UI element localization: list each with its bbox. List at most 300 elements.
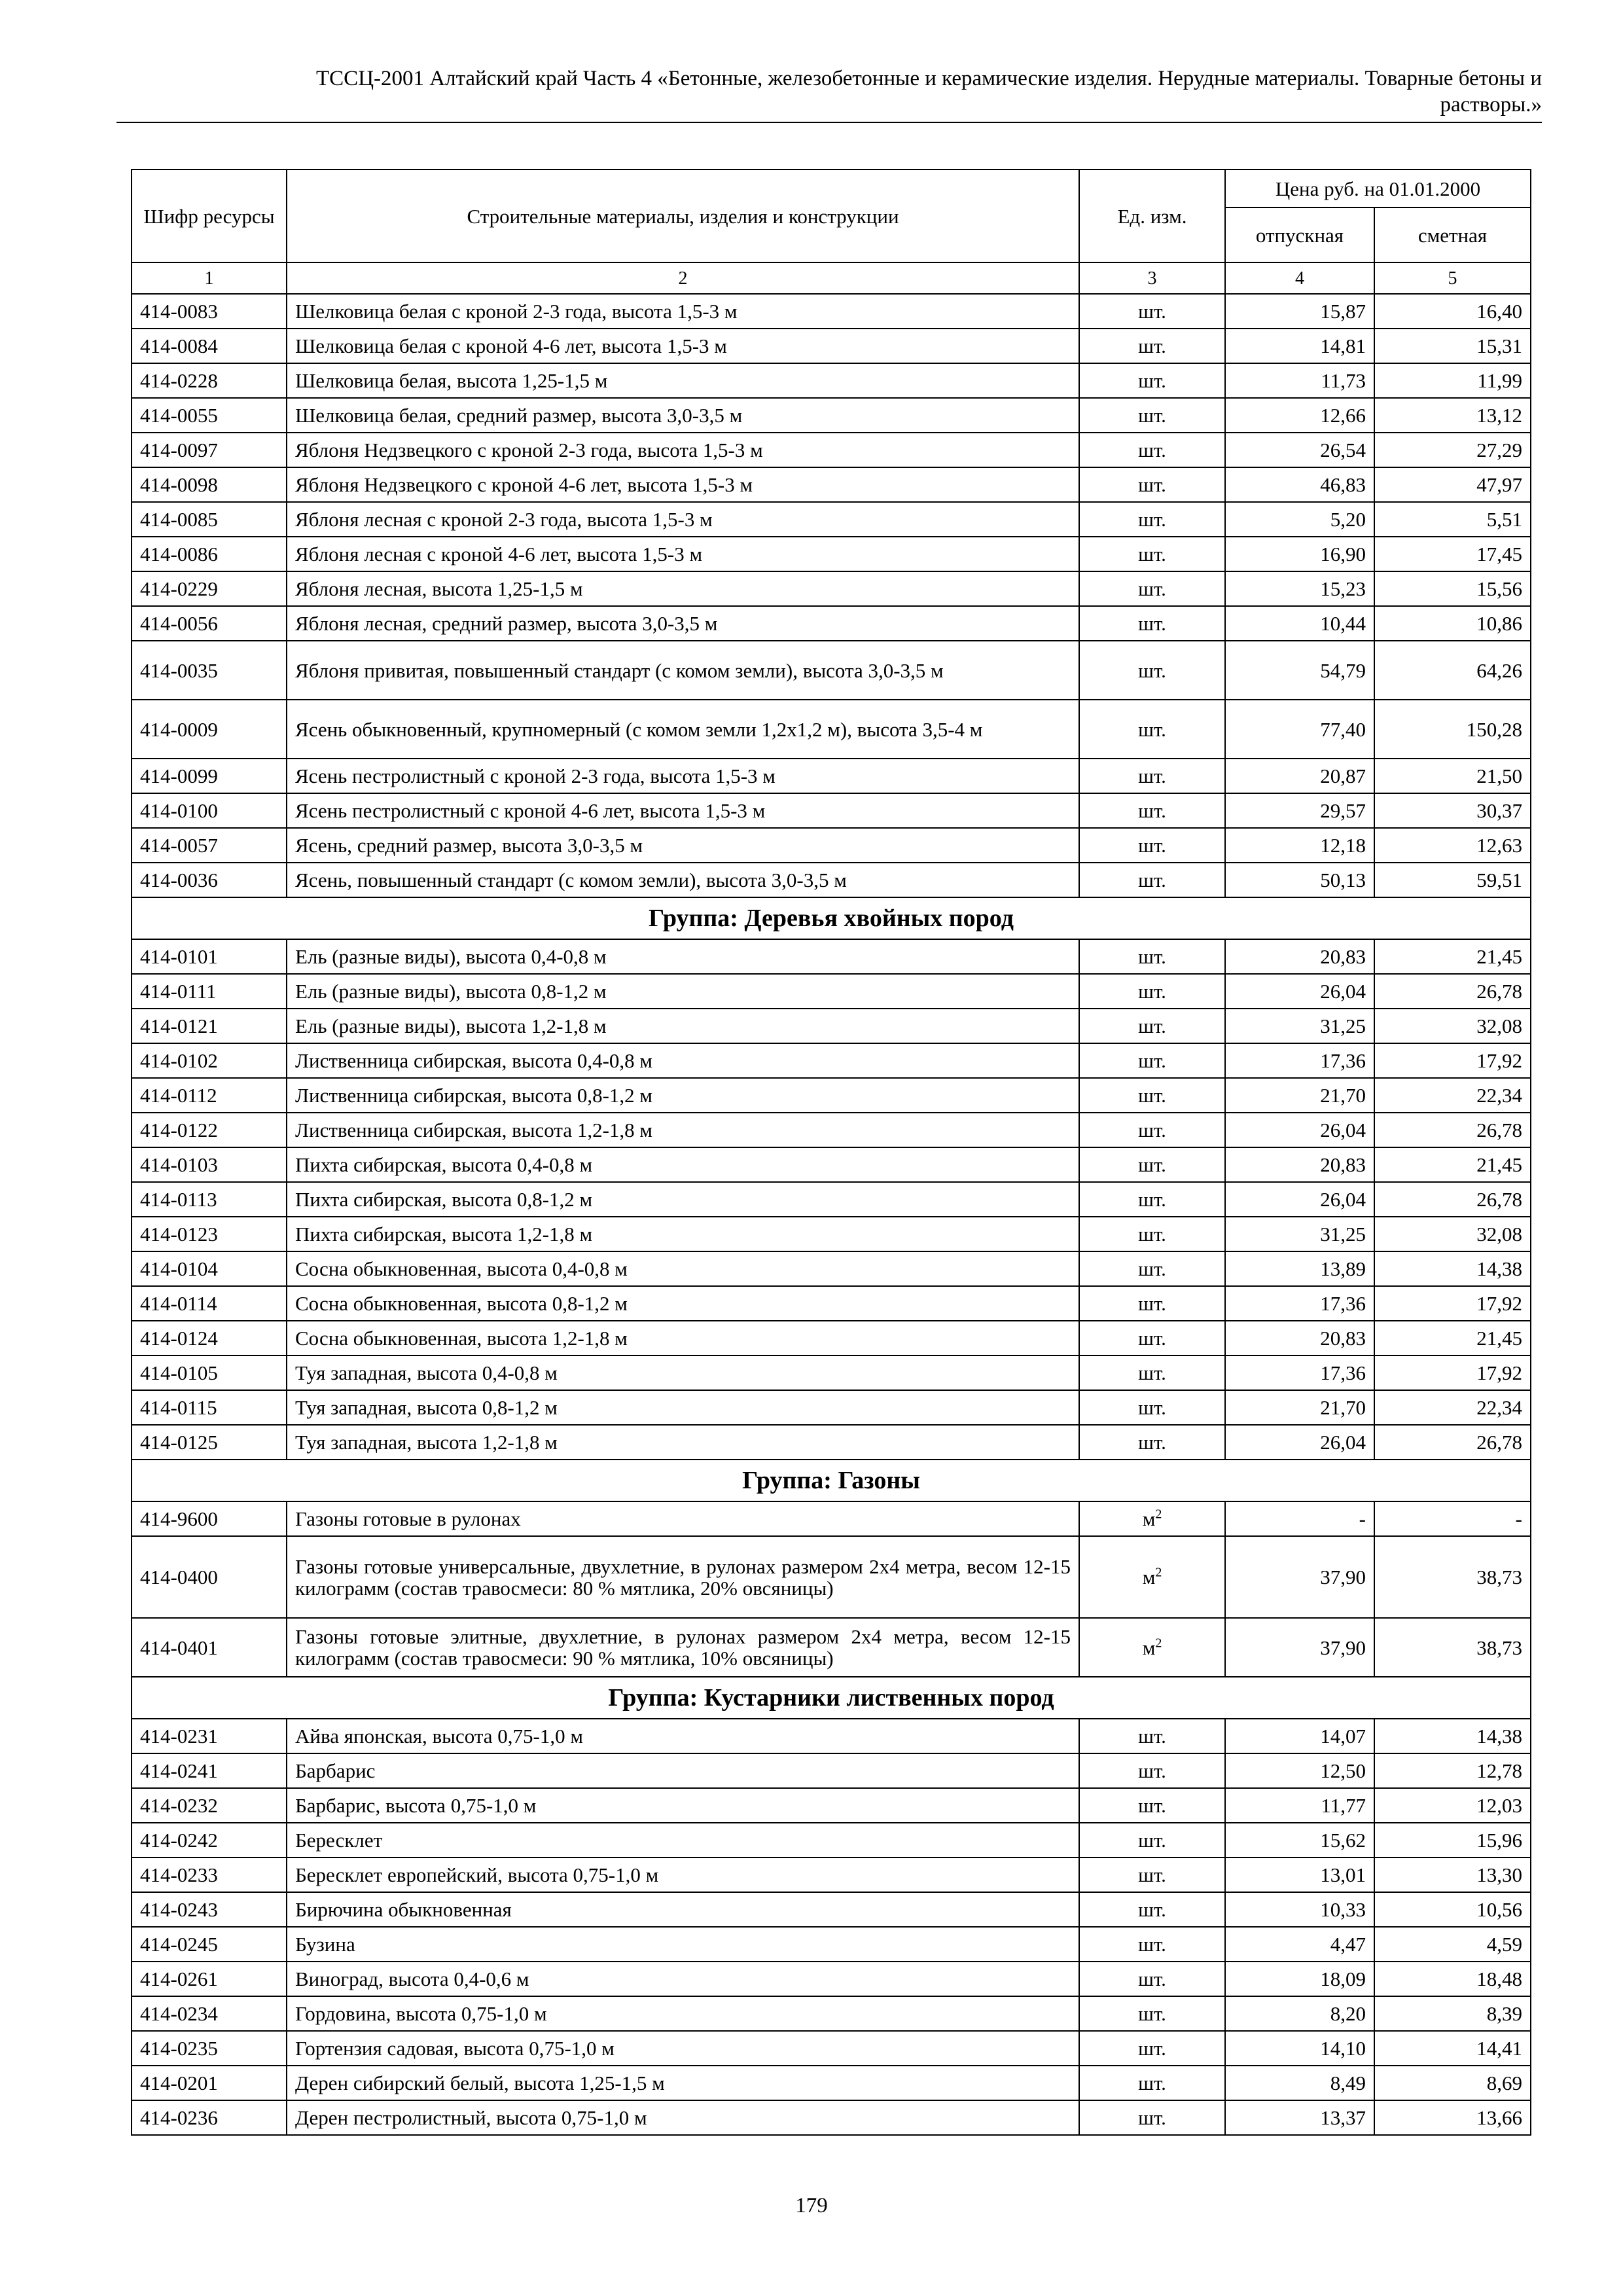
resource-code: 414-0111 bbox=[132, 974, 287, 1009]
unit-of-measure: шт. bbox=[1079, 433, 1225, 467]
resource-code: 414-0035 bbox=[132, 641, 287, 700]
release-price: 13,89 bbox=[1225, 1251, 1374, 1286]
release-price: 15,62 bbox=[1225, 1823, 1374, 1857]
unit-of-measure: шт. bbox=[1079, 363, 1225, 398]
estimate-price: 13,66 bbox=[1374, 2100, 1531, 2135]
unit-of-measure: шт. bbox=[1079, 1788, 1225, 1823]
release-price: 10,33 bbox=[1225, 1892, 1374, 1927]
release-price: - bbox=[1225, 1501, 1374, 1536]
resource-code: 414-0234 bbox=[132, 1996, 287, 2031]
table-row bbox=[132, 1753, 1531, 1788]
material-name: Пихта сибирская, высота 0,4-0,8 м bbox=[287, 1147, 1079, 1182]
material-name: Газоны готовые в рулонах bbox=[287, 1501, 1079, 1536]
estimate-price: 12,03 bbox=[1374, 1788, 1531, 1823]
unit-of-measure: $м^2$ bbox=[1079, 1618, 1225, 1677]
table-row bbox=[132, 1113, 1531, 1147]
release-price: 77,40 bbox=[1225, 700, 1374, 759]
estimate-price: 21,45 bbox=[1374, 1147, 1531, 1182]
resource-code: 414-0243 bbox=[132, 1892, 287, 1927]
table-row bbox=[132, 363, 1531, 398]
estimate-price: 22,34 bbox=[1374, 1078, 1531, 1113]
table-row bbox=[132, 1251, 1531, 1286]
resource-code: 414-0103 bbox=[132, 1147, 287, 1182]
material-name: Туя западная, высота 0,4-0,8 м bbox=[287, 1355, 1079, 1390]
material-name: Бересклет европейский, высота 0,75-1,0 м bbox=[287, 1857, 1079, 1892]
col-header-name: Строительные материалы, изделия и конструкции bbox=[287, 170, 1079, 262]
release-price: 20,83 bbox=[1225, 1321, 1374, 1355]
release-price: 11,73 bbox=[1225, 363, 1374, 398]
table-row bbox=[132, 1043, 1531, 1078]
resource-code: 414-0085 bbox=[132, 502, 287, 537]
release-price: 26,04 bbox=[1225, 1425, 1374, 1460]
table-row bbox=[132, 1892, 1531, 1927]
estimate-price: 18,48 bbox=[1374, 1962, 1531, 1996]
material-name: Бирючина обыкновенная bbox=[287, 1892, 1079, 1927]
col-number: 4 bbox=[1225, 262, 1374, 294]
unit-of-measure: шт. bbox=[1079, 502, 1225, 537]
table-row bbox=[132, 700, 1531, 759]
material-name: Пихта сибирская, высота 1,2-1,8 м bbox=[287, 1217, 1079, 1251]
material-name: Сосна обыкновенная, высота 0,4-0,8 м bbox=[287, 1251, 1079, 1286]
table-row bbox=[132, 939, 1531, 974]
table-row bbox=[132, 641, 1531, 700]
estimate-price: 10,56 bbox=[1374, 1892, 1531, 1927]
resource-code: 414-0009 bbox=[132, 700, 287, 759]
resource-code: 414-0086 bbox=[132, 537, 287, 571]
header-title-line2: растворы.» bbox=[1440, 93, 1542, 117]
estimate-price: 26,78 bbox=[1374, 974, 1531, 1009]
table-row bbox=[132, 974, 1531, 1009]
material-name: Ясень пестролистный с кроной 2-3 года, высота 1,5-3 м bbox=[287, 759, 1079, 793]
material-name: Яблоня Недзвецкого с кроной 4-6 лет, высота 1,5-3 м bbox=[287, 467, 1079, 502]
resource-code: 414-0105 bbox=[132, 1355, 287, 1390]
table-row bbox=[132, 2066, 1531, 2100]
estimate-price: 26,78 bbox=[1374, 1182, 1531, 1217]
estimate-price: 8,69 bbox=[1374, 2066, 1531, 2100]
material-name: Лиственница сибирская, высота 1,2-1,8 м bbox=[287, 1113, 1079, 1147]
resource-code: 414-0242 bbox=[132, 1823, 287, 1857]
resource-code: 414-0097 bbox=[132, 433, 287, 467]
table-row bbox=[132, 863, 1531, 897]
unit-of-measure: шт. bbox=[1079, 571, 1225, 606]
resource-code: 414-0233 bbox=[132, 1857, 287, 1892]
col-number: 3 bbox=[1079, 262, 1225, 294]
material-name: Яблоня Недзвецкого с кроной 2-3 года, высота 1,5-3 м bbox=[287, 433, 1079, 467]
release-price: 8,49 bbox=[1225, 2066, 1374, 2100]
estimate-price: 17,92 bbox=[1374, 1286, 1531, 1321]
table-row bbox=[132, 1217, 1531, 1251]
resource-code: 414-0125 bbox=[132, 1425, 287, 1460]
table-body bbox=[132, 294, 1531, 2135]
resource-code: 414-0104 bbox=[132, 1251, 287, 1286]
release-price: 18,09 bbox=[1225, 1962, 1374, 1996]
estimate-price: 64,26 bbox=[1374, 641, 1531, 700]
resource-code: 414-0401 bbox=[132, 1618, 287, 1677]
resource-code: 414-0232 bbox=[132, 1788, 287, 1823]
table-row bbox=[132, 1425, 1531, 1460]
unit-of-measure: шт. bbox=[1079, 2066, 1225, 2100]
estimate-price: 47,97 bbox=[1374, 467, 1531, 502]
table-row bbox=[132, 1996, 1531, 2031]
material-name: Сосна обыкновенная, высота 0,8-1,2 м bbox=[287, 1286, 1079, 1321]
estimate-price: 22,34 bbox=[1374, 1390, 1531, 1425]
material-name: Барбарис bbox=[287, 1753, 1079, 1788]
table-row bbox=[132, 1355, 1531, 1390]
table-row bbox=[132, 1501, 1531, 1536]
resource-code: 414-0229 bbox=[132, 571, 287, 606]
estimate-price: - bbox=[1374, 1501, 1531, 1536]
group-title: Группа: Деревья хвойных пород bbox=[132, 897, 1531, 939]
table-row bbox=[132, 537, 1531, 571]
table-row bbox=[132, 571, 1531, 606]
resource-code: 414-0236 bbox=[132, 2100, 287, 2135]
estimate-price: 32,08 bbox=[1374, 1009, 1531, 1043]
resource-code: 414-0113 bbox=[132, 1182, 287, 1217]
table-row bbox=[132, 1009, 1531, 1043]
material-name: Ясень обыкновенный, крупномерный (с комом земли 1,2х1,2 м), высота 3,5-4 м bbox=[287, 700, 1079, 759]
resource-code: 414-0114 bbox=[132, 1286, 287, 1321]
unit-of-measure: шт. bbox=[1079, 2031, 1225, 2066]
unit-of-measure: шт. bbox=[1079, 1996, 1225, 2031]
unit-of-measure: шт. bbox=[1079, 1753, 1225, 1788]
material-name: Шелковица белая, высота 1,25-1,5 м bbox=[287, 363, 1079, 398]
release-price: 5,20 bbox=[1225, 502, 1374, 537]
release-price: 37,90 bbox=[1225, 1536, 1374, 1618]
release-price: 17,36 bbox=[1225, 1355, 1374, 1390]
release-price: 37,90 bbox=[1225, 1618, 1374, 1677]
unit-of-measure: шт. bbox=[1079, 863, 1225, 897]
price-table bbox=[131, 169, 1531, 2136]
unit-of-measure: шт. bbox=[1079, 1286, 1225, 1321]
col-header-code: Шифр ресурсы bbox=[132, 170, 287, 262]
release-price: 31,25 bbox=[1225, 1217, 1374, 1251]
resource-code: 414-0261 bbox=[132, 1962, 287, 1996]
material-name: Дерен пестролистный, высота 0,75-1,0 м bbox=[287, 2100, 1079, 2135]
estimate-price: 11,99 bbox=[1374, 363, 1531, 398]
resource-code: 414-0235 bbox=[132, 2031, 287, 2066]
estimate-price: 5,51 bbox=[1374, 502, 1531, 537]
material-name: Бузина bbox=[287, 1927, 1079, 1962]
unit-of-measure: шт. bbox=[1079, 1823, 1225, 1857]
resource-code: 414-0101 bbox=[132, 939, 287, 974]
unit-of-measure: шт. bbox=[1079, 1962, 1225, 1996]
resource-code: 414-0231 bbox=[132, 1719, 287, 1753]
release-price: 14,10 bbox=[1225, 2031, 1374, 2066]
estimate-price: 21,45 bbox=[1374, 1321, 1531, 1355]
resource-code: 414-0245 bbox=[132, 1927, 287, 1962]
material-name: Яблоня лесная с кроной 4-6 лет, высота 1,5-3 м bbox=[287, 537, 1079, 571]
release-price: 20,83 bbox=[1225, 1147, 1374, 1182]
unit-of-measure: шт. bbox=[1079, 1390, 1225, 1425]
material-name: Туя западная, высота 0,8-1,2 м bbox=[287, 1390, 1079, 1425]
page-number: 179 bbox=[795, 2194, 828, 2217]
resource-code: 414-0098 bbox=[132, 467, 287, 502]
estimate-price: 14,38 bbox=[1374, 1719, 1531, 1753]
table-row bbox=[132, 294, 1531, 329]
group-title: Группа: Газоны bbox=[132, 1460, 1531, 1501]
material-name: Айва японская, высота 0,75-1,0 м bbox=[287, 1719, 1079, 1753]
unit-of-measure: $м^2$ bbox=[1079, 1501, 1225, 1536]
unit-of-measure: шт. bbox=[1079, 828, 1225, 863]
unit-of-measure: шт. bbox=[1079, 939, 1225, 974]
group-header-row bbox=[132, 897, 1531, 939]
estimate-price: 10,86 bbox=[1374, 606, 1531, 641]
unit-of-measure: шт. bbox=[1079, 1355, 1225, 1390]
estimate-price: 27,29 bbox=[1374, 433, 1531, 467]
table-row bbox=[132, 502, 1531, 537]
resource-code: 414-0121 bbox=[132, 1009, 287, 1043]
release-price: 14,07 bbox=[1225, 1719, 1374, 1753]
estimate-price: 38,73 bbox=[1374, 1536, 1531, 1618]
table-row bbox=[132, 1147, 1531, 1182]
release-price: 54,79 bbox=[1225, 641, 1374, 700]
col-header-release: отпускная bbox=[1225, 207, 1374, 262]
unit-of-measure: шт. bbox=[1079, 1182, 1225, 1217]
estimate-price: 14,38 bbox=[1374, 1251, 1531, 1286]
material-name: Гордовина, высота 0,75-1,0 м bbox=[287, 1996, 1079, 2031]
release-price: 15,23 bbox=[1225, 571, 1374, 606]
unit-of-measure: шт. bbox=[1079, 1147, 1225, 1182]
col-header-price: Цена руб. на 01.01.2000 bbox=[1225, 170, 1531, 207]
unit-of-measure: шт. bbox=[1079, 700, 1225, 759]
table-row bbox=[132, 759, 1531, 793]
header-title-line1: ТССЦ-2001 Алтайский край Часть 4 «Бетонные, железобетонные и керамические изделия. Нерудные материалы. Товарные бетоны и bbox=[316, 67, 1542, 90]
table-row bbox=[132, 1719, 1531, 1753]
group-header-row bbox=[132, 1460, 1531, 1501]
estimate-price: 32,08 bbox=[1374, 1217, 1531, 1251]
release-price: 8,20 bbox=[1225, 1996, 1374, 2031]
material-name: Ель (разные виды), высота 0,4-0,8 м bbox=[287, 939, 1079, 974]
release-price: 29,57 bbox=[1225, 793, 1374, 828]
resource-code: 414-0084 bbox=[132, 329, 287, 363]
release-price: 16,90 bbox=[1225, 537, 1374, 571]
table-row bbox=[132, 329, 1531, 363]
table-row bbox=[132, 1286, 1531, 1321]
col-number: 5 bbox=[1374, 262, 1531, 294]
group-title: Группа: Кустарники лиственных пород bbox=[132, 1677, 1531, 1719]
resource-code: 414-0057 bbox=[132, 828, 287, 863]
material-name: Дерен сибирский белый, высота 1,25-1,5 м bbox=[287, 2066, 1079, 2100]
release-price: 46,83 bbox=[1225, 467, 1374, 502]
release-price: 50,13 bbox=[1225, 863, 1374, 897]
unit-of-measure: шт. bbox=[1079, 1009, 1225, 1043]
release-price: 26,54 bbox=[1225, 433, 1374, 467]
estimate-price: 30,37 bbox=[1374, 793, 1531, 828]
resource-code: 414-0036 bbox=[132, 863, 287, 897]
table-row bbox=[132, 433, 1531, 467]
material-name: Яблоня лесная, высота 1,25-1,5 м bbox=[287, 571, 1079, 606]
group-header-row bbox=[132, 1677, 1531, 1719]
unit-of-measure: шт. bbox=[1079, 537, 1225, 571]
resource-code: 414-0102 bbox=[132, 1043, 287, 1078]
material-name: Барбарис, высота 0,75-1,0 м bbox=[287, 1788, 1079, 1823]
release-price: 20,83 bbox=[1225, 939, 1374, 974]
unit-of-measure: шт. bbox=[1079, 1857, 1225, 1892]
release-price: 13,37 bbox=[1225, 2100, 1374, 2135]
material-name: Ель (разные виды), высота 0,8-1,2 м bbox=[287, 974, 1079, 1009]
table-row bbox=[132, 398, 1531, 433]
running-header bbox=[116, 65, 1542, 118]
material-name: Бересклет bbox=[287, 1823, 1079, 1857]
unit-of-measure: шт. bbox=[1079, 793, 1225, 828]
release-price: 26,04 bbox=[1225, 1113, 1374, 1147]
resource-code: 414-0400 bbox=[132, 1536, 287, 1618]
unit-of-measure: шт. bbox=[1079, 1425, 1225, 1460]
table-row bbox=[132, 1078, 1531, 1113]
release-price: 12,18 bbox=[1225, 828, 1374, 863]
table-row bbox=[132, 1823, 1531, 1857]
unit-of-measure: шт. bbox=[1079, 1719, 1225, 1753]
table-row bbox=[132, 467, 1531, 502]
estimate-price: 59,51 bbox=[1374, 863, 1531, 897]
col-header-estimate: сметная bbox=[1374, 207, 1531, 262]
estimate-price: 17,92 bbox=[1374, 1355, 1531, 1390]
material-name: Лиственница сибирская, высота 0,4-0,8 м bbox=[287, 1043, 1079, 1078]
resource-code: 414-0115 bbox=[132, 1390, 287, 1425]
resource-code: 414-0056 bbox=[132, 606, 287, 641]
release-price: 10,44 bbox=[1225, 606, 1374, 641]
resource-code: 414-0112 bbox=[132, 1078, 287, 1113]
material-name: Газоны готовые элитные, двухлетние, в рулонах размером 2х4 метра, весом 12-15 килограмм (состав травосмеси: 90 % мятлика, 10% овсяницы) bbox=[287, 1618, 1079, 1677]
estimate-price: 150,28 bbox=[1374, 700, 1531, 759]
table-row bbox=[132, 828, 1531, 863]
estimate-price: 12,78 bbox=[1374, 1753, 1531, 1788]
material-name: Виноград, высота 0,4-0,6 м bbox=[287, 1962, 1079, 1996]
unit-of-measure: шт. bbox=[1079, 329, 1225, 363]
unit-of-measure: шт. bbox=[1079, 1078, 1225, 1113]
material-name: Пихта сибирская, высота 0,8-1,2 м bbox=[287, 1182, 1079, 1217]
material-name: Яблоня привитая, повышенный стандарт (с комом земли), высота 3,0-3,5 м bbox=[287, 641, 1079, 700]
table-row bbox=[132, 606, 1531, 641]
estimate-price: 13,30 bbox=[1374, 1857, 1531, 1892]
col-number: 1 bbox=[132, 262, 287, 294]
col-number: 2 bbox=[287, 262, 1079, 294]
table-row bbox=[132, 1618, 1531, 1677]
unit-of-measure: шт. bbox=[1079, 294, 1225, 329]
unit-of-measure: шт. bbox=[1079, 641, 1225, 700]
resource-code: 414-0241 bbox=[132, 1753, 287, 1788]
unit-of-measure: шт. bbox=[1079, 1251, 1225, 1286]
estimate-price: 26,78 bbox=[1374, 1425, 1531, 1460]
unit-of-measure: шт. bbox=[1079, 606, 1225, 641]
estimate-price: 26,78 bbox=[1374, 1113, 1531, 1147]
material-name: Яблоня лесная с кроной 2-3 года, высота 1,5-3 м bbox=[287, 502, 1079, 537]
material-name: Сосна обыкновенная, высота 1,2-1,8 м bbox=[287, 1321, 1079, 1355]
table-row bbox=[132, 1962, 1531, 1996]
estimate-price: 4,59 bbox=[1374, 1927, 1531, 1962]
release-price: 20,87 bbox=[1225, 759, 1374, 793]
resource-code: 414-0124 bbox=[132, 1321, 287, 1355]
resource-code: 414-0083 bbox=[132, 294, 287, 329]
material-name: Шелковица белая, средний размер, высота 3,0-3,5 м bbox=[287, 398, 1079, 433]
table-row bbox=[132, 1788, 1531, 1823]
resource-code: 414-0228 bbox=[132, 363, 287, 398]
resource-code: 414-0122 bbox=[132, 1113, 287, 1147]
release-price: 17,36 bbox=[1225, 1286, 1374, 1321]
table-row bbox=[132, 1536, 1531, 1618]
material-name: Ясень, повышенный стандарт (с комом земли), высота 3,0-3,5 м bbox=[287, 863, 1079, 897]
release-price: 4,47 bbox=[1225, 1927, 1374, 1962]
release-price: 17,36 bbox=[1225, 1043, 1374, 1078]
resource-code: 414-0099 bbox=[132, 759, 287, 793]
unit-of-measure: шт. bbox=[1079, 1892, 1225, 1927]
resource-code: 414-0100 bbox=[132, 793, 287, 828]
unit-of-measure: шт. bbox=[1079, 759, 1225, 793]
estimate-price: 21,45 bbox=[1374, 939, 1531, 974]
material-name: Газоны готовые универсальные, двухлетние, в рулонах размером 2х4 метра, весом 12-15 килограмм (состав травосмеси: 80 % мятлика, 20% овсяницы) bbox=[287, 1536, 1079, 1618]
unit-of-measure: шт. bbox=[1079, 2100, 1225, 2135]
material-name: Лиственница сибирская, высота 0,8-1,2 м bbox=[287, 1078, 1079, 1113]
release-price: 12,50 bbox=[1225, 1753, 1374, 1788]
release-price: 12,66 bbox=[1225, 398, 1374, 433]
estimate-price: 14,41 bbox=[1374, 2031, 1531, 2066]
unit-of-measure: шт. bbox=[1079, 1321, 1225, 1355]
unit-of-measure: шт. bbox=[1079, 1043, 1225, 1078]
col-header-unit: Ед. изм. bbox=[1079, 170, 1225, 262]
unit-of-measure: шт. bbox=[1079, 1113, 1225, 1147]
resource-code: 414-0123 bbox=[132, 1217, 287, 1251]
table-row bbox=[132, 2100, 1531, 2135]
material-name: Яблоня лесная, средний размер, высота 3,0-3,5 м bbox=[287, 606, 1079, 641]
unit-of-measure: шт. bbox=[1079, 467, 1225, 502]
unit-of-measure: шт. bbox=[1079, 974, 1225, 1009]
material-name: Ель (разные виды), высота 1,2-1,8 м bbox=[287, 1009, 1079, 1043]
material-name: Шелковица белая с кроной 4-6 лет, высота 1,5-3 м bbox=[287, 329, 1079, 363]
estimate-price: 12,63 bbox=[1374, 828, 1531, 863]
header-rule bbox=[116, 122, 1542, 123]
release-price: 26,04 bbox=[1225, 974, 1374, 1009]
estimate-price: 15,31 bbox=[1374, 329, 1531, 363]
release-price: 31,25 bbox=[1225, 1009, 1374, 1043]
release-price: 13,01 bbox=[1225, 1857, 1374, 1892]
table-row bbox=[132, 1321, 1531, 1355]
table-row bbox=[132, 1857, 1531, 1892]
resource-code: 414-0055 bbox=[132, 398, 287, 433]
material-name: Ясень, средний размер, высота 3,0-3,5 м bbox=[287, 828, 1079, 863]
release-price: 21,70 bbox=[1225, 1078, 1374, 1113]
estimate-price: 16,40 bbox=[1374, 294, 1531, 329]
release-price: 26,04 bbox=[1225, 1182, 1374, 1217]
estimate-price: 8,39 bbox=[1374, 1996, 1531, 2031]
table-row bbox=[132, 1927, 1531, 1962]
material-name: Туя западная, высота 1,2-1,8 м bbox=[287, 1425, 1079, 1460]
table-row bbox=[132, 1182, 1531, 1217]
resource-code: 414-9600 bbox=[132, 1501, 287, 1536]
table-row bbox=[132, 1390, 1531, 1425]
estimate-price: 38,73 bbox=[1374, 1618, 1531, 1677]
estimate-price: 21,50 bbox=[1374, 759, 1531, 793]
table-row bbox=[132, 2031, 1531, 2066]
unit-of-measure: шт. bbox=[1079, 1217, 1225, 1251]
material-name: Ясень пестролистный с кроной 4-6 лет, высота 1,5-3 м bbox=[287, 793, 1079, 828]
release-price: 15,87 bbox=[1225, 294, 1374, 329]
unit-of-measure: шт. bbox=[1079, 398, 1225, 433]
material-name: Шелковица белая с кроной 2-3 года, высота 1,5-3 м bbox=[287, 294, 1079, 329]
estimate-price: 17,92 bbox=[1374, 1043, 1531, 1078]
release-price: 14,81 bbox=[1225, 329, 1374, 363]
estimate-price: 13,12 bbox=[1374, 398, 1531, 433]
material-name: Гортензия садовая, высота 0,75-1,0 м bbox=[287, 2031, 1079, 2066]
unit-of-measure: шт. bbox=[1079, 1927, 1225, 1962]
resource-code: 414-0201 bbox=[132, 2066, 287, 2100]
release-price: 21,70 bbox=[1225, 1390, 1374, 1425]
release-price: 11,77 bbox=[1225, 1788, 1374, 1823]
unit-of-measure: $м^2$ bbox=[1079, 1536, 1225, 1618]
estimate-price: 15,56 bbox=[1374, 571, 1531, 606]
estimate-price: 17,45 bbox=[1374, 537, 1531, 571]
table-row bbox=[132, 793, 1531, 828]
estimate-price: 15,96 bbox=[1374, 1823, 1531, 1857]
